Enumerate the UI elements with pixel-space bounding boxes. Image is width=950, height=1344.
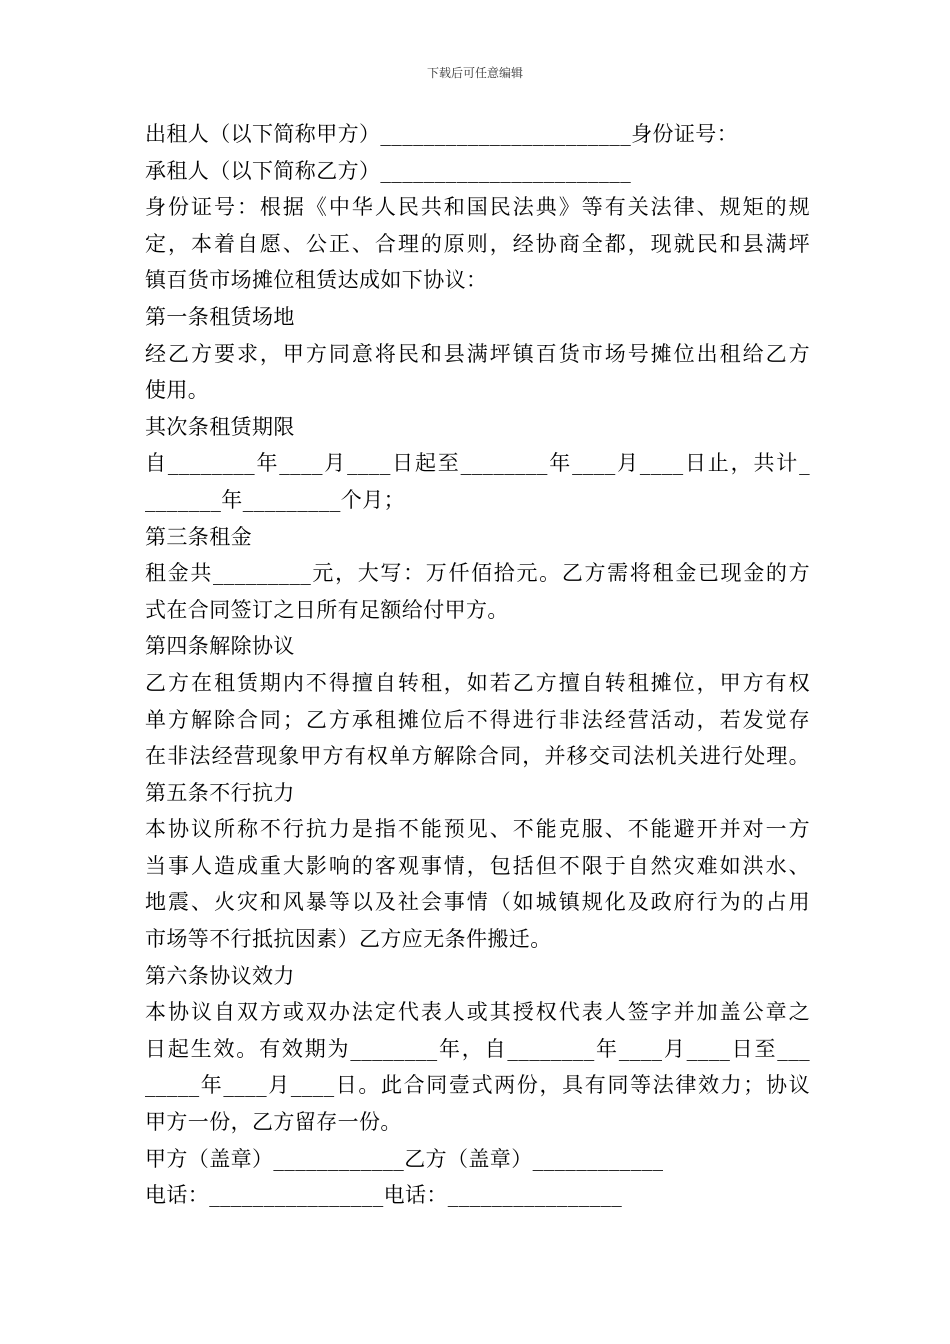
text-line: 第一条租赁场地: [145, 304, 295, 329]
text-line: 使用。: [145, 378, 210, 403]
text-line: 乙方在租赁期内不得擅自转租，如若乙方擅自转租摊位，甲方有权: [145, 670, 810, 695]
text-line: 市场等不行抵抗因素）乙方应无条件搬迁。: [145, 927, 552, 952]
text-line: 经乙方要求，甲方同意将民和县满坪镇百货市场号摊位出租给乙方: [145, 341, 810, 366]
text-line: 在非法经营现象甲方有权单方解除合同，并移交司法机关进行处理。: [145, 744, 810, 769]
text-line: 本协议自双方或双办法定代表人或其授权代表人签字并加盖公章之: [145, 1000, 810, 1025]
text-line: 式在合同签订之日所有足额给付甲方。: [145, 597, 509, 622]
text-line: 第五条不行抗力: [145, 780, 295, 805]
text-line: 身份证号：根据《中华人民共和国民法典》等有关法律、规矩的规: [145, 195, 810, 220]
text-line: 第四条解除协议: [145, 634, 295, 659]
text-line: 第三条租金: [145, 524, 252, 549]
text-line: 承租人（以下简称乙方）_______________________: [145, 158, 632, 183]
text-line: 镇百货市场摊位租赁达成如下协议：: [145, 268, 488, 293]
text-line: _______年_________个月；: [145, 487, 405, 512]
page-header: 下载后可任意编辑: [426, 66, 523, 80]
text-line: 本协议所称不行抗力是指不能预见、不能克服、不能避开并对一方: [145, 817, 810, 842]
text-line: 甲方一份，乙方留存一份。: [145, 1110, 402, 1135]
text-line: 定，本着自愿、公正、合理的原则，经协商全都，现就民和县满坪: [145, 231, 810, 256]
text-line: 当事人造成重大影响的客观事情，包括但不限于自然灾难如洪水、: [145, 853, 810, 878]
text-line: 日起生效。有效期为________年，自________年____月____日至___: [145, 1036, 810, 1061]
text-line: 甲方（盖章）____________乙方（盖章）____________: [145, 1146, 664, 1171]
text-line: 单方解除合同；乙方承租摊位后不得进行非法经营活动，若发觉存: [145, 707, 810, 732]
text-line: 其次条租赁期限: [145, 414, 295, 439]
document-body: [145, 116, 810, 1214]
text-line: 地震、火灾和风暴等以及社会事情（如城镇规化及政府行为的占用: [145, 890, 810, 915]
text-line: 电话：________________电话：________________: [145, 1183, 623, 1208]
text-line: 第六条协议效力: [145, 963, 295, 988]
text-line: 出租人（以下简称甲方）_______________________身份证号：: [145, 122, 739, 146]
text-line: _____年____月____日。此合同壹式两份，具有同等法律效力；协议: [145, 1073, 810, 1098]
text-line: 租金共_________元，大写：万仟佰拾元。乙方需将租金已现金的方: [145, 561, 810, 586]
text-line: 自________年____月____日起至________年____月____日止，共计_: [145, 451, 810, 476]
